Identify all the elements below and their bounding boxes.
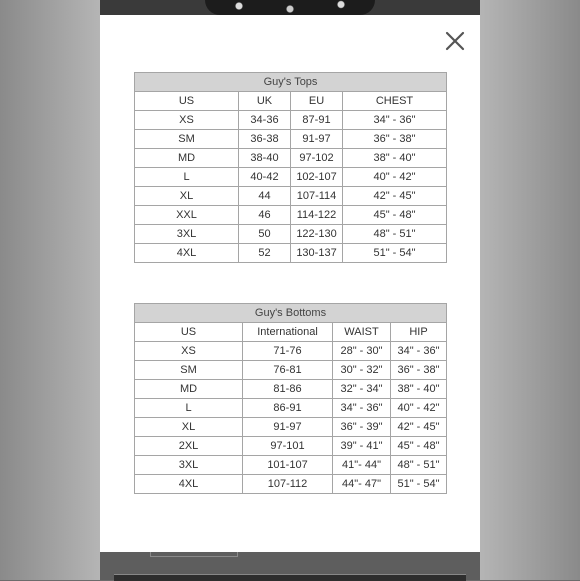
table-cell: 97-101: [243, 437, 333, 456]
table-cell: 50: [239, 225, 291, 244]
backdrop-button-outline: [150, 552, 238, 557]
table-cell: 39" - 41": [333, 437, 391, 456]
table-cell: XXL: [135, 206, 239, 225]
tops-header-eu: EU: [291, 92, 343, 111]
table-cell: 44: [239, 187, 291, 206]
tops-header-chest: CHEST: [343, 92, 447, 111]
table-cell: 76-81: [243, 361, 333, 380]
table-cell: XS: [135, 342, 243, 361]
table-cell: 130-137: [291, 244, 343, 263]
table-cell: 38" - 40": [343, 149, 447, 168]
table-row: [135, 399, 447, 418]
table-row: [135, 149, 447, 168]
table-cell: SM: [135, 361, 243, 380]
table-row: [135, 380, 447, 399]
table-row: [135, 475, 447, 494]
table-row: [135, 361, 447, 380]
table-cell: 36" - 38": [391, 361, 447, 380]
table-cell: 48" - 51": [391, 456, 447, 475]
table-cell: 36-38: [239, 130, 291, 149]
table-cell: 38" - 40": [391, 380, 447, 399]
table-cell: 42" - 45": [343, 187, 447, 206]
table-cell: 107-112: [243, 475, 333, 494]
table-row: [135, 456, 447, 475]
table-cell: 114-122: [291, 206, 343, 225]
table-row: [135, 168, 447, 187]
table-row: [135, 225, 447, 244]
size-chart-modal: [100, 15, 480, 552]
table-row: [135, 206, 447, 225]
table-cell: 36" - 39": [333, 418, 391, 437]
table-cell: 51" - 54": [391, 475, 447, 494]
table-cell: 4XL: [135, 244, 239, 263]
table-cell: 107-114: [291, 187, 343, 206]
table-cell: MD: [135, 149, 239, 168]
table-cell: 101-107: [243, 456, 333, 475]
table-cell: 44"- 47": [333, 475, 391, 494]
table-cell: XL: [135, 418, 243, 437]
close-button[interactable]: [443, 29, 467, 53]
table-cell: 46: [239, 206, 291, 225]
table-cell: 34" - 36": [391, 342, 447, 361]
table-cell: 71-76: [243, 342, 333, 361]
table-cell: 48" - 51": [343, 225, 447, 244]
table-cell: SM: [135, 130, 239, 149]
table-cell: 32" - 34": [333, 380, 391, 399]
table-cell: 91-97: [243, 418, 333, 437]
bottoms-size-table: [134, 303, 447, 494]
table-cell: 40-42: [239, 168, 291, 187]
table-cell: 38-40: [239, 149, 291, 168]
backdrop-product-image: [100, 0, 480, 15]
table-cell: 40" - 42": [391, 399, 447, 418]
table-cell: 30" - 32": [333, 361, 391, 380]
table-cell: 86-91: [243, 399, 333, 418]
table-cell: 45" - 48": [343, 206, 447, 225]
bottoms-header-international: International: [243, 323, 333, 342]
table-row: [135, 437, 447, 456]
table-row: [135, 111, 447, 130]
table-cell: 3XL: [135, 225, 239, 244]
table-cell: 36" - 38": [343, 130, 447, 149]
table-cell: MD: [135, 380, 243, 399]
table-cell: 34-36: [239, 111, 291, 130]
table-cell: 122-130: [291, 225, 343, 244]
table-cell: 41"- 44": [333, 456, 391, 475]
table-cell: 2XL: [135, 437, 243, 456]
backdrop-page-bottom: [100, 552, 480, 580]
table-cell: 91-97: [291, 130, 343, 149]
close-x-icon: [443, 29, 467, 53]
table-cell: 52: [239, 244, 291, 263]
table-cell: 81-86: [243, 380, 333, 399]
table-row: [135, 187, 447, 206]
table-cell: 102-107: [291, 168, 343, 187]
tops-header-uk: UK: [239, 92, 291, 111]
table-cell: 34" - 36": [333, 399, 391, 418]
table-cell: XS: [135, 111, 239, 130]
table-cell: 42" - 45": [391, 418, 447, 437]
bottoms-header-waist: WAIST: [333, 323, 391, 342]
table-cell: XL: [135, 187, 239, 206]
table-cell: 51" - 54": [343, 244, 447, 263]
backdrop-left: [0, 0, 100, 580]
table-cell: L: [135, 399, 243, 418]
bottoms-header-us: US: [135, 323, 243, 342]
tops-size-table: [134, 72, 447, 263]
table-row: [135, 418, 447, 437]
table-cell: 97-102: [291, 149, 343, 168]
table-row: [135, 130, 447, 149]
table-row: [135, 244, 447, 263]
table-cell: L: [135, 168, 239, 187]
table-cell: 45" - 48": [391, 437, 447, 456]
table-row: [135, 342, 447, 361]
table-cell: 40" - 42": [343, 168, 447, 187]
table-cell: 34" - 36": [343, 111, 447, 130]
backdrop-right: [480, 0, 580, 580]
bottoms-table-title: Guy's Bottoms: [135, 304, 447, 323]
table-cell: 3XL: [135, 456, 243, 475]
table-cell: 28" - 30": [333, 342, 391, 361]
tops-header-us: US: [135, 92, 239, 111]
table-cell: 87-91: [291, 111, 343, 130]
tops-table-title: Guy's Tops: [135, 73, 447, 92]
table-cell: 4XL: [135, 475, 243, 494]
bottoms-header-hip: HIP: [391, 323, 447, 342]
